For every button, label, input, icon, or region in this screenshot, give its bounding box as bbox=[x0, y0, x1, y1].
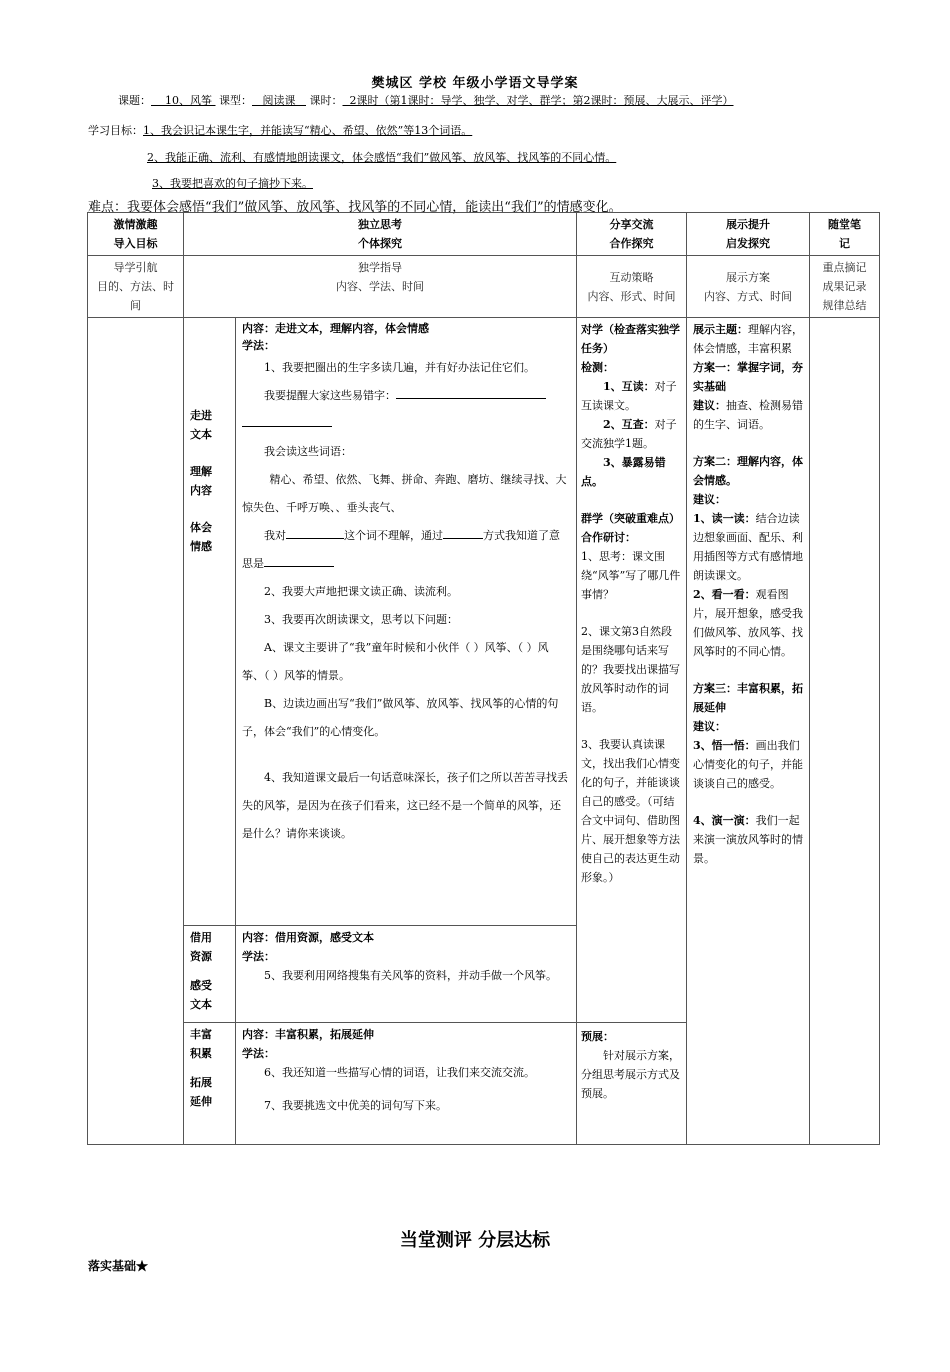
type-value: 阅读课 bbox=[262, 94, 296, 107]
task-3-b: B、边读边画出写“我们”做风筝、放风筝、找风筝的心情的句子，体会“我们”的心情变化。 bbox=[242, 697, 559, 738]
goal-1: 1、我会识记本课生字，并能读写“精心、希望、依然”等13个词语。 bbox=[143, 124, 473, 137]
hours-value: 2课时（第1课时：导学、独学、对学、群学；第2课时：预展、大展示、评学） bbox=[349, 94, 734, 107]
section-3-label: 丰富 积累 拓展 延伸 bbox=[184, 1023, 236, 1145]
display-step-2: 2、看一看：观看图片，展开想象，感受我们做风筝、放风筝、找风筝时的不同心情。 bbox=[693, 588, 803, 658]
preview-title: 预展： bbox=[581, 1030, 614, 1043]
header-notes: 随堂笔 记 bbox=[810, 213, 880, 256]
check-3: 3、暴露易错点。 bbox=[581, 456, 666, 488]
display-column bbox=[687, 318, 810, 1145]
goal-2: 2、我能正确、流利、有感情地朗读课文，体会感悟“我们”做风筝、放风筝、找风筝的不同心情。 bbox=[147, 151, 617, 164]
topic-value: 10、风筝 bbox=[165, 94, 212, 107]
difficulty-label: 难点： bbox=[88, 200, 128, 215]
research-label: 合作研讨： bbox=[581, 531, 636, 544]
duixue-title: 对学（检查落实独学任务） bbox=[581, 323, 680, 355]
section-3-method: 学法： bbox=[242, 1047, 275, 1060]
subheader-guide: 导学引航 目的、方法、时 间 bbox=[88, 256, 184, 318]
topic-label: 课题： bbox=[118, 94, 151, 107]
task-1-read-words: 我会读这些词语： bbox=[264, 445, 352, 458]
section-3-title: 内容：丰富积累，拓展延伸 bbox=[242, 1028, 374, 1041]
section-2-method: 学法： bbox=[242, 950, 275, 963]
display-plan-1-suggestion: 建议：抽查、检测易错的生字、词语。 bbox=[693, 399, 803, 431]
display-plan-2-suggestion: 建议： bbox=[693, 493, 726, 506]
display-step-4: 4、演一演：我们一起来演一演放风筝时的情景。 bbox=[693, 814, 803, 865]
page-title: 樊城区 学校 年级小学语文导学案 bbox=[371, 76, 579, 91]
vocabulary-list: 精心、希望、依然、飞舞、拼命、奔跑、磨坊、继续寻找、大惊失色、千呼万唤、、垂头丧气、 bbox=[242, 473, 567, 514]
subheader-notes: 重点摘记 成果记录 规律总结 bbox=[810, 256, 880, 318]
display-plan-3-suggestion: 建议： bbox=[693, 720, 726, 733]
guide-column bbox=[88, 318, 184, 1145]
question-2: 2、课文第3自然段是围绕哪句话来写的？我要找出课描写放风筝时动作的词语。 bbox=[581, 625, 680, 714]
subheader-interaction: 互动策略 内容、形式、时间 bbox=[577, 256, 687, 318]
task-2: 2、我要大声地把课文读正确、读流利。 bbox=[264, 585, 458, 598]
display-plan-1: 方案一：掌握字词，夯实基础 bbox=[693, 361, 803, 393]
section-1-label: 走进 文本 理解 内容 体会 情感 bbox=[184, 318, 236, 926]
header-independent: 独立思考 个体探究 bbox=[184, 213, 577, 256]
section-1-content bbox=[236, 318, 577, 926]
table-subheader-row bbox=[88, 256, 880, 318]
display-step-1: 1、读一读：结合边读边想象画面、配乐、利用插图等方式有感情地朗读课文。 bbox=[693, 512, 803, 582]
task-1-unknown-word: 我对 这个词不理解，通过 方式我知道了意思是 bbox=[242, 522, 570, 578]
display-plan-2: 方案二：理解内容，体会情感。 bbox=[693, 455, 803, 487]
qunxue-title: 群学（突破重难点） bbox=[581, 512, 680, 525]
display-theme: 展示主题：理解内容，体会情感，丰富积累 bbox=[693, 323, 803, 355]
task-3-a: A、课文主要讲了“我”童年时候和小伙伴（ ）风筝、（ ）风筝、（ ）风筝的情景。 bbox=[242, 641, 549, 682]
question-1: 1、思考：课文围绕“风筝”写了哪几件事情？ bbox=[581, 550, 681, 601]
question-3: 3、我要认真读课文，找出我们心情变化的句子，并能谈谈自己的感受。（可结合文中词句、借助图片、展开想象等方法使自己的表达更生动形象。） bbox=[581, 738, 680, 884]
goals-label: 学习目标： bbox=[88, 124, 143, 137]
header-share: 分享交流 合作探究 bbox=[577, 213, 687, 256]
display-step-3: 3、悟一悟：画出我们心情变化的句子，并能谈谈自己的感受。 bbox=[693, 739, 803, 790]
method-blank bbox=[443, 526, 483, 539]
section-2-title: 内容：借用资源，感受文本 bbox=[242, 931, 374, 944]
section-2-content bbox=[236, 926, 577, 1023]
goal-line-1 bbox=[88, 122, 472, 138]
check-label: 检测： bbox=[581, 361, 614, 374]
goal-3: 3、我要把喜欢的句子摘抄下来。 bbox=[152, 177, 313, 190]
section-1-title: 内容：走进文本，理解内容，体会情感 bbox=[242, 322, 429, 335]
task-4: 4、我知道课文最后一句话意味深长，孩子们之所以苦苦寻找丢失的风筝，是因为在孩子们看来，这已经不是一个简单的风筝，还是什么？请你来谈谈。 bbox=[242, 771, 568, 840]
error-words-blank-2 bbox=[242, 414, 332, 427]
study-plan-table bbox=[87, 212, 880, 1145]
error-words-blank bbox=[396, 386, 546, 399]
type-label: 课型： bbox=[219, 94, 252, 107]
hours-label: 课时： bbox=[309, 94, 343, 107]
task-7: 7、我要挑选文中优美的词句写下来。 bbox=[264, 1099, 447, 1112]
task-1: 1、我要把圈出的生字多读几遍，并有好办法记住它们。 bbox=[264, 361, 535, 374]
task-3: 3、我要再次朗读课文，思考以下问题： bbox=[264, 613, 458, 626]
display-plan-3: 方案三：丰富积累，拓展延伸 bbox=[693, 682, 803, 714]
task-1-error-words: 我要提醒大家这些易错字： bbox=[242, 382, 570, 410]
section-1-row bbox=[88, 318, 880, 926]
table-header-row bbox=[88, 213, 880, 256]
basic-level-label: 落实基础★ bbox=[88, 1259, 149, 1273]
preview-text: 针对展示方案，分组思考展示方式及预展。 bbox=[581, 1049, 680, 1100]
course-info-line bbox=[118, 92, 734, 108]
section-1-method: 学法： bbox=[242, 339, 275, 352]
assessment-section-title: 当堂测评 分层达标 bbox=[399, 1230, 551, 1251]
interaction-column-upper bbox=[577, 318, 687, 1023]
check-1: 1、互读：对子互读课文。 bbox=[581, 380, 677, 412]
subheader-independent: 独学指导 内容、学法、时间 bbox=[184, 256, 577, 318]
difficulty-text: 我要体会感悟“我们”做风筝、放风筝、找风筝的不同心情，能读出“我们”的情感变化。 bbox=[127, 200, 622, 215]
header-intro: 激情激趣 导入目标 bbox=[88, 213, 184, 256]
header-display: 展示提升 启发探究 bbox=[687, 213, 810, 256]
task-5: 5、我要利用网络搜集有关风筝的资料，并动手做一个风筝。 bbox=[264, 969, 557, 982]
unknown-word-blank bbox=[286, 526, 344, 539]
section-3-content bbox=[236, 1023, 577, 1145]
section-2-label: 借用 资源 感受 文本 bbox=[184, 926, 236, 1023]
interaction-column-preview bbox=[577, 1023, 687, 1145]
meaning-blank bbox=[264, 554, 334, 567]
check-2: 2、互查：对子交流独学1题。 bbox=[581, 418, 677, 450]
task-6: 6、我还知道一些描写心情的词语，让我们来交流交流。 bbox=[264, 1066, 535, 1079]
task-1-error-words-line2 bbox=[242, 410, 570, 438]
notes-column bbox=[810, 318, 880, 1145]
subheader-display: 展示方案 内容、方式、时间 bbox=[687, 256, 810, 318]
